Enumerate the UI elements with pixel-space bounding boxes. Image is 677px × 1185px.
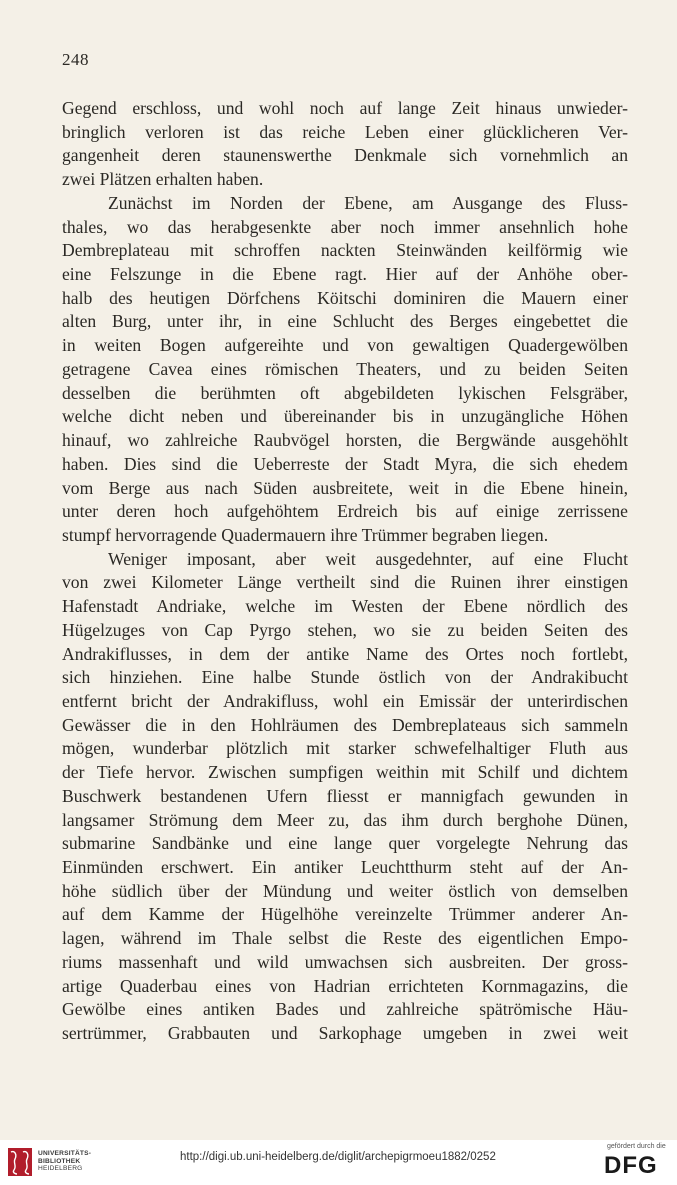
library-name-line: HEIDELBERG <box>38 1165 83 1172</box>
text-line: welche dicht neben und übereinander bis in unzugängliche Höhen <box>62 406 628 427</box>
text-line: desselben die berühmten oft abgebildeten lykischen Felsgräber, <box>62 382 628 403</box>
text-line: gangenheit deren staunenswerthe Denkmale sich vornehmlich an <box>62 145 628 166</box>
text-line: der Tiefe hervor. Zwischen sumpfigen weithin mit Schilf und dichtem <box>62 762 628 783</box>
permalink-url[interactable]: http://digi.ub.uni-heidelberg.de/diglit/archepigrmoeu1882/0252 <box>180 1151 496 1163</box>
text-line: thales, wo das herabgesenkte aber noch immer ansehnlich hohe <box>62 216 628 237</box>
text-line: Gegend erschloss, und wohl noch auf lange Zeit hinaus unwieder- <box>62 98 628 118</box>
text-line: unter deren hoch aufgehöhtem Erdreich bis auf einige zerrissene <box>62 501 628 522</box>
text-line: zwei Plätzen erhalten haben. <box>62 169 264 190</box>
page-number: 248 <box>62 50 89 69</box>
text-line: hinauf, wo zahlreiche Raubvögel horsten, die Bergwände ausgehöhlt <box>62 430 628 451</box>
text-line: entfernt bricht der Andrakifluss, wohl ein Emissär der unterirdischen <box>62 690 628 711</box>
text-line: Gewässer die in den Hohlräumen des Dembreplateaus sich sammeln <box>62 714 628 735</box>
text-line: Zunächst im Norden der Ebene, am Ausgange des Fluss- <box>108 192 628 213</box>
dfg-logo[interactable]: DFG <box>604 1152 658 1179</box>
text-line: in weiten Bogen aufgereihte und von gewaltigen Quadergewölben <box>62 335 628 356</box>
library-name-line: UNIVERSITÄTS- <box>38 1150 92 1157</box>
library-name <box>38 1150 91 1173</box>
text-line: Weniger imposant, aber weit ausgedehnter, auf eine Flucht <box>108 548 628 569</box>
text-line: von zwei Kilometer Länge vertheilt sind die Ruinen ihrer einstigen <box>62 572 628 593</box>
text-line: bringlich verloren ist das reiche Leben einer glücklicheren Ver- <box>62 121 628 142</box>
text-line: riums massenhaft und wild umwachsen sich ausbreiten. Der gross- <box>62 951 628 972</box>
text-line: submarine Sandbänke und eine lange quer vorgelegte Nehrung das <box>62 833 628 854</box>
text-line: Hügelzuges von Cap Pyrgo stehen, wo sie zu beiden Seiten des <box>62 619 628 640</box>
funding-caption: gefördert durch die <box>607 1143 666 1150</box>
text-line: Gewölbe eines antiken Bades und zahlreiche spätrömische Häu- <box>62 999 628 1020</box>
text-line: artige Quaderbau eines von Hadrian errichteten Kornmagazins, die <box>62 975 628 996</box>
text-line: haben. Dies sind die Ueberreste der Stadt Myra, die sich ehedem <box>62 453 628 474</box>
text-line: höhe südlich über der Mündung und weiter östlich von demselben <box>62 880 628 901</box>
text-line: eine Felszunge in die Ebene ragt. Hier auf der Anhöhe ober- <box>62 264 628 285</box>
text-line: alten Burg, unter ihr, in eine Schlucht des Berges eingebettet die <box>62 311 628 332</box>
text-line: Andrakiflusses, in dem der antike Name des Ortes noch fortlebt, <box>62 643 628 664</box>
library-logo-icon[interactable] <box>6 1146 34 1178</box>
body-text <box>62 97 628 1046</box>
library-name-line: BIBLIOTHEK <box>38 1157 81 1165</box>
text-line: Dembreplateau mit schroffen nackten Steinwänden keilförmig wie <box>62 240 628 261</box>
text-line: langsamer Strömung dem Meer zu, das ihm durch berghohe Dünen, <box>62 809 628 830</box>
text-line: Buschwerk bestandenen Ufern fliesst er mannigfach gewunden in <box>62 785 628 806</box>
text-line: stumpf hervorragende Quadermauern ihre Trümmer begraben liegen. <box>62 524 549 545</box>
text-line: Einmünden erschwert. Ein antiker Leuchtthurm steht auf der An- <box>62 857 628 877</box>
text-line: auf dem Kamme der Hügelhöhe vereinzelte Trümmer anderer An- <box>62 904 628 925</box>
text-line: sich hinziehen. Eine halbe Stunde östlich von der Andrakibucht <box>62 667 628 688</box>
text-line: sertrümmer, Grabbauten und Sarkophage umgeben in zwei weit <box>62 1023 628 1044</box>
text-line: halb des heutigen Dörfchens Köitschi dominiren die Mauern einer <box>62 287 628 308</box>
text-line: vom Berge aus nach Süden ausbreitete, weit in die Ebene hinein, <box>62 477 628 498</box>
text-line: lagen, während im Thale selbst die Reste des eigentlichen Empo- <box>62 928 628 949</box>
text-line: getragene Cavea eines römischen Theaters, und zu beiden Seiten <box>62 358 628 379</box>
text-line: Hafenstadt Andriake, welche im Westen der Ebene nördlich des <box>62 596 628 617</box>
text-line: mögen, wunderbar plötzlich mit starker schwefelhaltiger Fluth aus <box>62 738 628 759</box>
